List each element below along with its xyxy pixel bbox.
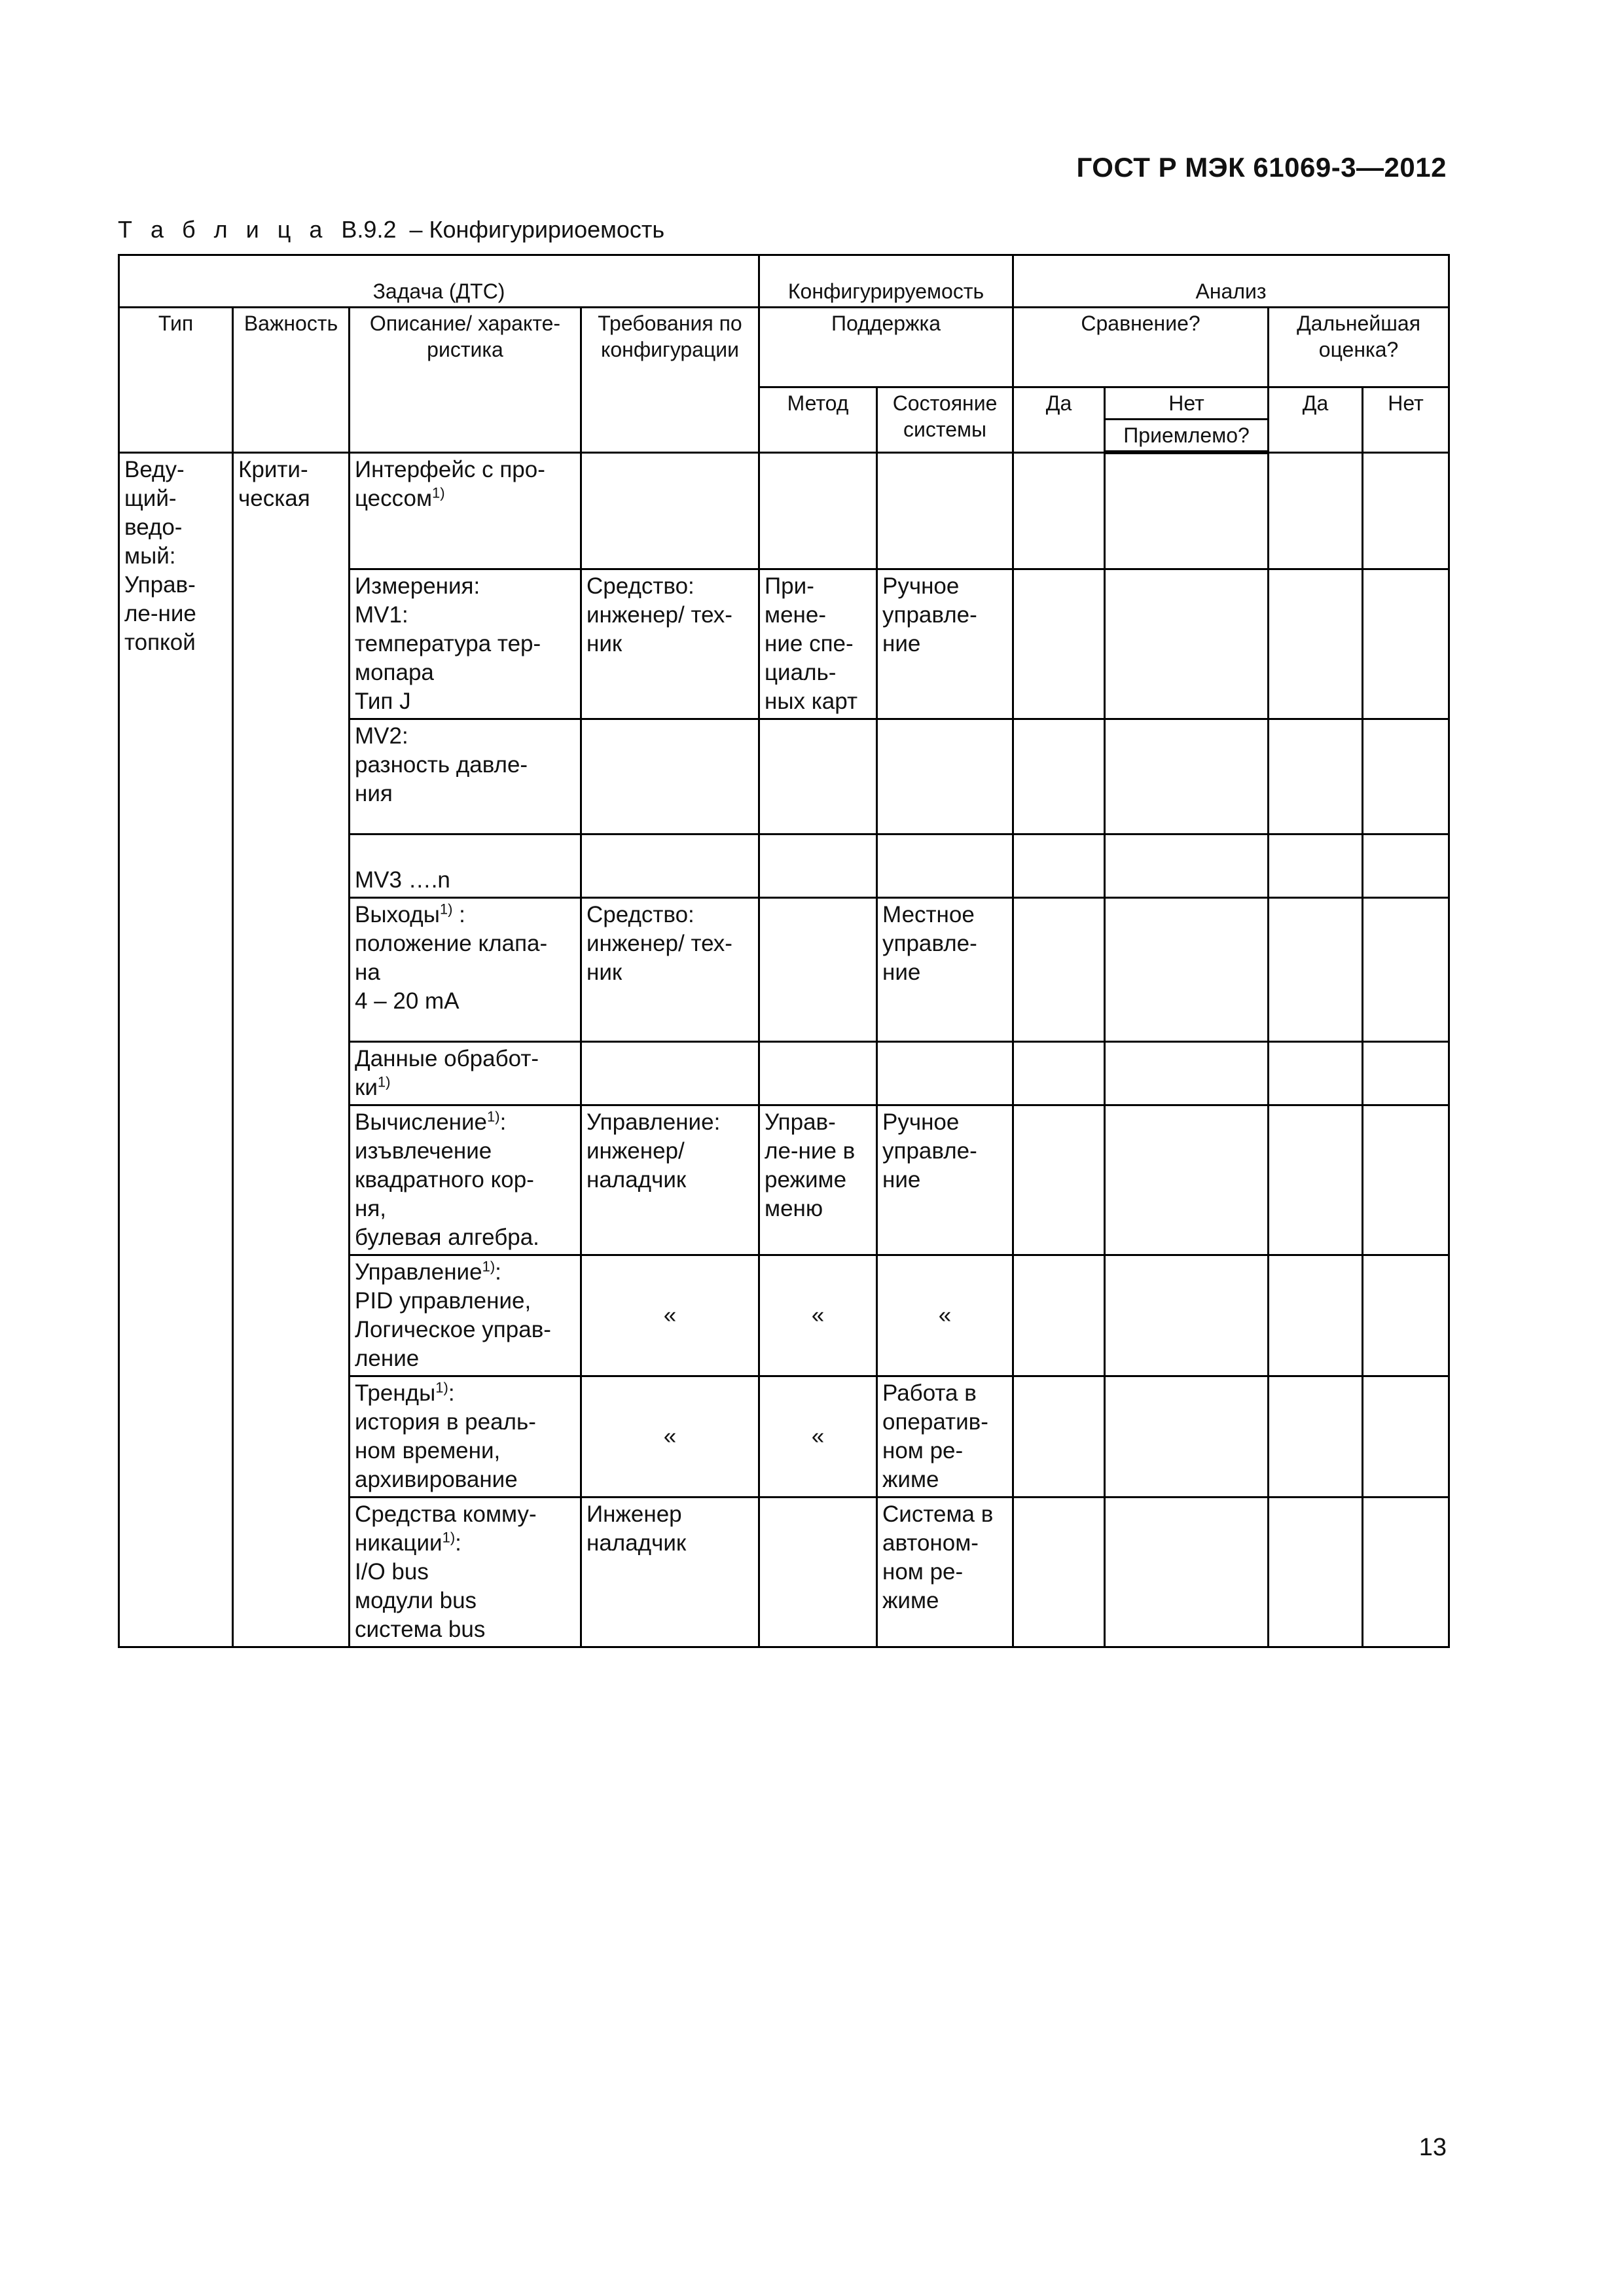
further-no-cell — [1363, 719, 1449, 834]
no-acceptable-cell — [1105, 1105, 1269, 1255]
importance-cell: Крити- ческая — [233, 452, 350, 1647]
footnote-marker: 1) — [442, 1528, 456, 1545]
header-type: Тип — [119, 308, 233, 453]
header-system-state: Состояние системы — [877, 387, 1013, 453]
no-acceptable-cell — [1105, 452, 1269, 569]
header-no: Нет — [1105, 387, 1269, 420]
footnote-marker: 1) — [432, 484, 445, 501]
state-cell: Ручное управле- ние — [877, 569, 1013, 719]
footnote-marker: 1) — [439, 900, 453, 917]
footnote-marker: 1) — [377, 1073, 391, 1090]
description-heading: Тренды — [355, 1380, 436, 1406]
requirements-cell: Средство: инженер/ тех- ник — [581, 897, 759, 1041]
page-number: 13 — [1418, 2134, 1447, 2161]
footnote-marker: 1) — [482, 1257, 496, 1274]
no-acceptable-cell — [1105, 1255, 1269, 1376]
footnote-marker: 1) — [435, 1378, 448, 1395]
further-yes-cell — [1269, 569, 1363, 719]
no-acceptable-cell — [1105, 1041, 1269, 1105]
description-text: I/O bus модули bus система bus — [355, 1558, 486, 1642]
state-cell — [877, 1041, 1013, 1105]
description-heading: Выходы — [355, 901, 440, 927]
description-cell — [350, 897, 581, 1041]
description-text: история в реаль- ном времени, архивирование — [355, 1408, 536, 1492]
no-acceptable-cell — [1105, 1497, 1269, 1647]
description-cell: Измерения: MV1: температура тер- мопара Тип J — [350, 569, 581, 719]
document-header: ГОСТ Р МЭК 61069-3—2012 — [1076, 152, 1447, 183]
description-text: Данные обработ- ки — [355, 1045, 539, 1100]
yes-cell — [1013, 834, 1105, 897]
state-cell: Местное управле- ние — [877, 897, 1013, 1041]
group-header-task: Задача (ДТС) — [119, 255, 759, 308]
header-comparison: Сравнение? — [1013, 308, 1269, 387]
description-cell — [350, 1497, 581, 1647]
description-heading-tail: : — [452, 901, 465, 927]
header-yes-2: Да — [1269, 387, 1363, 453]
further-yes-cell — [1269, 719, 1363, 834]
state-cell: Ручное управле- ние — [877, 1105, 1013, 1255]
further-no-cell — [1363, 1255, 1449, 1376]
description-text: изъвлечение квадратного кор- ня, булевая алгебра. — [355, 1138, 539, 1250]
further-no-cell — [1363, 897, 1449, 1041]
further-yes-cell — [1269, 1376, 1363, 1497]
method-cell — [759, 719, 877, 834]
description-heading-tail: : — [499, 1109, 507, 1135]
method-cell — [759, 1497, 877, 1647]
type-cell: Веду- щий- ведо- мый: Управ- ле-ние топкой — [119, 452, 233, 1647]
further-yes-cell — [1269, 1497, 1363, 1647]
further-no-cell — [1363, 1376, 1449, 1497]
method-cell: « — [759, 1376, 877, 1497]
requirements-cell: Инженер наладчик — [581, 1497, 759, 1647]
further-yes-cell — [1269, 452, 1363, 569]
method-cell — [759, 834, 877, 897]
yes-cell — [1013, 452, 1105, 569]
description-cell: MV2: разность давле- ния — [350, 719, 581, 834]
method-cell — [759, 897, 877, 1041]
yes-cell — [1013, 719, 1105, 834]
header-support: Поддержка — [759, 308, 1013, 387]
yes-cell — [1013, 897, 1105, 1041]
description-heading-tail: : — [455, 1530, 461, 1556]
no-acceptable-cell — [1105, 1376, 1269, 1497]
no-acceptable-cell — [1105, 897, 1269, 1041]
description-cell — [350, 1105, 581, 1255]
further-yes-cell — [1269, 834, 1363, 897]
group-header-config: Конфигурируемость — [759, 255, 1013, 308]
method-cell: « — [759, 1255, 877, 1376]
description-heading-tail: : — [448, 1380, 455, 1406]
further-no-cell — [1363, 569, 1449, 719]
yes-cell — [1013, 1376, 1105, 1497]
header-description: Описание/ характе- ристика — [350, 308, 581, 453]
yes-cell — [1013, 1041, 1105, 1105]
header-requirements: Требования по конфигурации — [581, 308, 759, 453]
further-no-cell — [1363, 834, 1449, 897]
description-heading: Вычисление — [355, 1109, 488, 1135]
table-row — [119, 452, 1449, 569]
description-text: PID управление, Логическое управ- ление — [355, 1287, 551, 1371]
method-cell — [759, 1041, 877, 1105]
further-no-cell — [1363, 1041, 1449, 1105]
description-cell: MV3 ….n — [350, 834, 581, 897]
description-cell — [350, 452, 581, 569]
header-further-assessment: Дальнейшая оценка? — [1269, 308, 1449, 387]
description-text: положение клапа- на 4 – 20 mA — [355, 930, 548, 1014]
table-caption — [118, 216, 664, 243]
further-yes-cell — [1269, 1255, 1363, 1376]
further-no-cell — [1363, 1105, 1449, 1255]
requirements-cell — [581, 452, 759, 569]
requirements-cell — [581, 1041, 759, 1105]
description-cell — [350, 1255, 581, 1376]
group-header-analysis: Анализ — [1013, 255, 1449, 308]
requirements-cell: Управление: инженер/ наладчик — [581, 1105, 759, 1255]
further-yes-cell — [1269, 1105, 1363, 1255]
state-cell: Система в автоном- ном ре- жиме — [877, 1497, 1013, 1647]
header-acceptable: Приемлемо? — [1105, 420, 1269, 453]
further-yes-cell — [1269, 897, 1363, 1041]
header-importance: Важность — [233, 308, 350, 453]
method-cell — [759, 452, 877, 569]
requirements-cell — [581, 834, 759, 897]
further-no-cell — [1363, 1497, 1449, 1647]
further-no-cell — [1363, 452, 1449, 569]
requirements-cell: « — [581, 1376, 759, 1497]
yes-cell — [1013, 1255, 1105, 1376]
yes-cell — [1013, 569, 1105, 719]
further-yes-cell — [1269, 1041, 1363, 1105]
state-cell — [877, 719, 1013, 834]
yes-cell — [1013, 1105, 1105, 1255]
header-method: Метод — [759, 387, 877, 453]
state-cell: « — [877, 1255, 1013, 1376]
requirements-cell — [581, 719, 759, 834]
description-cell — [350, 1376, 581, 1497]
method-cell: Управ- ле-ние в режиме меню — [759, 1105, 877, 1255]
header-no-2: Нет — [1363, 387, 1449, 453]
state-cell: Работа в оператив- ном ре- жиме — [877, 1376, 1013, 1497]
footnote-marker: 1) — [487, 1107, 500, 1124]
description-cell — [350, 1041, 581, 1105]
no-acceptable-cell — [1105, 834, 1269, 897]
description-text: Интерфейс с про- цессом — [355, 456, 545, 511]
caption-text: В.9.2 – Конфигуририоемость — [341, 216, 665, 243]
no-acceptable-cell — [1105, 719, 1269, 834]
state-cell — [877, 452, 1013, 569]
requirements-cell: « — [581, 1255, 759, 1376]
configurability-table — [118, 254, 1450, 1648]
state-cell — [877, 834, 1013, 897]
caption-prefix: Т а б л и ц а — [118, 216, 329, 243]
no-acceptable-cell — [1105, 569, 1269, 719]
description-heading: Управление — [355, 1259, 482, 1285]
yes-cell — [1013, 1497, 1105, 1647]
header-yes: Да — [1013, 387, 1105, 453]
method-cell: При- мене- ние спе- циаль- ных карт — [759, 569, 877, 719]
requirements-cell: Средство: инженер/ тех- ник — [581, 569, 759, 719]
description-heading: Средства комму- никации — [355, 1501, 537, 1556]
description-heading-tail: : — [495, 1259, 501, 1285]
